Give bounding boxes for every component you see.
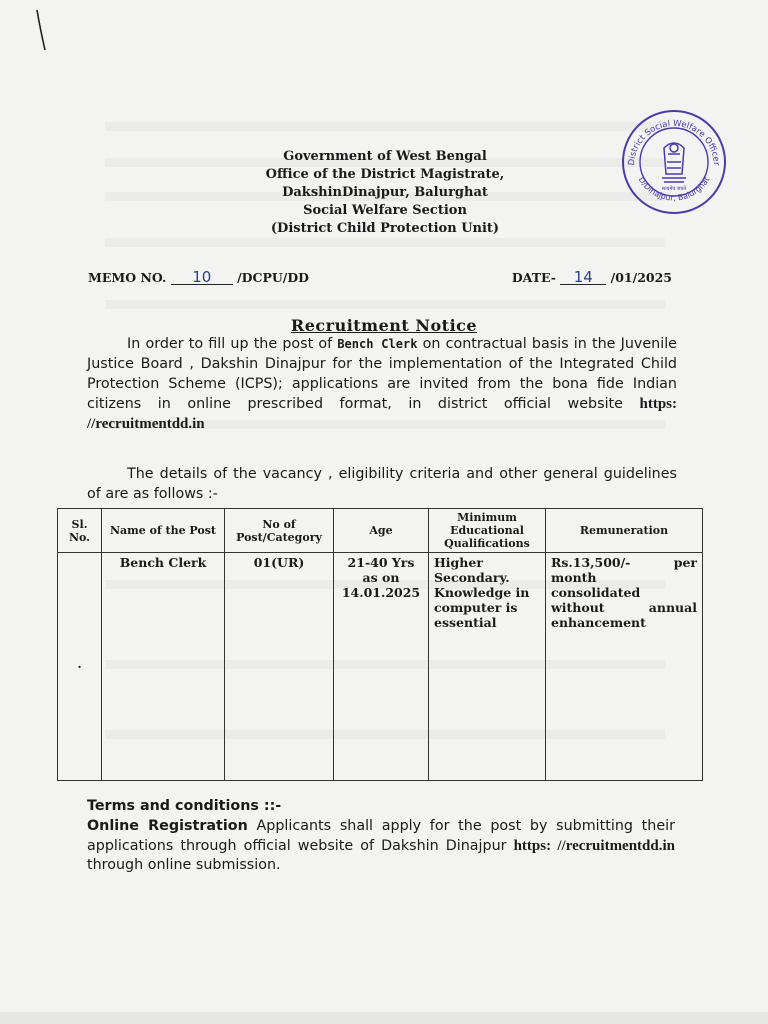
header-section: Social Welfare Section [303,203,467,218]
header-remuneration: Remuneration [546,509,703,553]
seal-text-top: District Social Welfare Officer [626,118,722,166]
pen-mark [34,8,48,52]
memo-label: MEMO NO. [88,270,167,285]
age-as-on: as on [362,570,400,585]
show-through-line [105,122,665,131]
age-range: 21-40 Yrs [347,555,415,570]
details-paragraph [87,464,677,504]
svg-text:सत्यमेव जयते: सत्यमेव जयते [661,186,687,192]
header-location: DakshinDinajpur, Balurghat [282,185,488,200]
terms-text-a: Applicants shall apply for the post by submitting their applications through official website of Dakshin Dinajpur [87,818,675,854]
header-sl: Sl. No. [58,509,102,553]
rem-month: month [551,570,597,585]
date-day: 14 [560,270,606,285]
age-date: 14.01.2025 [341,585,421,600]
vacancy-table [57,508,703,781]
terms-title: Terms and conditions ::- [87,798,282,814]
show-through-line [105,238,665,247]
rem-consolidated: consolidated [551,585,641,600]
notice-paragraph [87,334,677,434]
terms-text-b: through online submission. [87,857,281,873]
header-category: No of Post/Category [225,509,334,553]
cell-category: 01(UR) [225,553,334,781]
table-header-row [58,509,703,553]
rem-without: without [551,600,605,615]
rem-enhancement: enhancement [551,615,646,630]
memo-number: 10 [171,270,233,285]
rem-per: per [673,555,697,570]
date-rest: /01/2025 [610,270,672,285]
cell-post: Bench Clerk [102,553,225,781]
header-unit: (District Child Protection Unit) [270,221,500,236]
header-government: Government of West Bengal [283,149,487,164]
memo-date-field [512,270,672,285]
office-header [200,148,570,238]
terms-lead: Online Registration [87,818,248,834]
header-age: Age [334,509,429,553]
terms-paragraph [87,817,675,876]
official-seal-stamp [620,108,728,216]
date-label: DATE- [511,270,556,285]
notice-title: Recruitment Notice [290,316,478,335]
memo-number-field [88,270,309,285]
post-name-bold: Bench Clerk [337,337,418,351]
website-link[interactable]: https: //recruitmentdd.in [87,396,677,432]
memo-suffix: /DCPU/DD [237,270,310,285]
scan-edge [0,1012,768,1024]
table-row [58,553,703,781]
para2-text: The details of the vacancy , eligibility criteria and other general guidelines of are as follows :- [87,466,677,502]
seal-text-bottom: D/Dinajpur, Balurghat [636,175,712,203]
rem-annual: annual [648,600,697,615]
rem-amount: Rs.13,500/- [551,555,631,570]
terms-website-link[interactable]: https: //recruitmentdd.in [513,837,675,854]
header-post: Name of the Post [102,509,225,553]
cell-sl: · [58,553,102,781]
cell-remuneration [546,553,703,781]
show-through-line [105,300,665,309]
cell-qualification: Higher Secondary. Knowledge in computer is essential [429,553,546,781]
memo-row [88,270,672,290]
para1-text-b: on contractual basis in the Juvenile Justice Board , Dakshin Dinajpur for the implementation of the Integrated Child Protection Scheme (ICPS); applications are invited from the bona fide Indian citizens in online prescribed format, in district official website [87,336,677,412]
cell-age [334,553,429,781]
header-office: Office of the District Magistrate, [265,167,505,182]
para1-text-a: In order to fill up the post of [127,336,338,352]
header-qualification: Minimum Educational Qualifications [429,509,546,553]
